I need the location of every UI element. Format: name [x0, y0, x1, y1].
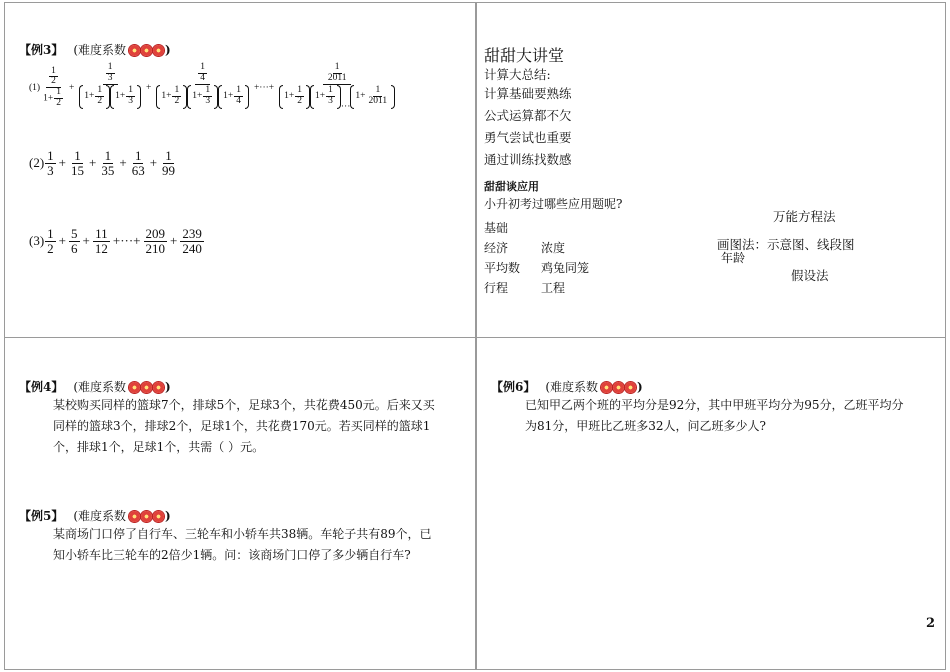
item-number: (1)	[29, 82, 41, 93]
term-3: $\frac{1}{4}$ 1+ $\frac{1}{2}$ 1+ $\frac{1}{3}$ 1+ $\frac{1}{4}$	[154, 63, 251, 113]
item-number: (3)	[29, 233, 45, 249]
example-4-text: 某校购买同样的篮球7个，排球5个，足球3个，共花费450元。后来又买 同样的篮球3个，排球2个，足球1个，共花费170元。若买同样的篮球1 个，排球1个，足球1个，共需（ ）元。	[53, 398, 435, 454]
topic-chicken-rabbit: 鸡兔同笼	[541, 261, 590, 275]
topic-travel: 行程	[484, 281, 509, 295]
term-last: $\frac{1}{2011}$ 1+ $\frac{1}{2}$ 1+ $\frac{1}{3}$ ··· 1+ $\frac{1}{2011}$	[277, 63, 397, 113]
example-5-text: 某商场门口停了自行车、三轮车和小轿车共38辆。车轮子共有89个，已 知小轿车比三轮车的2倍少1辆。问：该商场门口停了多少辆自行车?	[53, 527, 432, 562]
example-4-header: 【例4】 (难度系数 )	[19, 380, 171, 394]
expression-3: (3) $\frac{1}{2}$ + $\frac{5}{6}$ + $\frac{11}{12}$ +···+ $\frac{209}{210}$ + $\frac{239}{240}$	[29, 226, 202, 256]
lecture-title: 甜甜大讲堂	[484, 46, 565, 65]
topic-basic: 基础	[484, 221, 509, 235]
example-6-header: 【例6】 (难度系数 )	[491, 380, 643, 394]
apply-title: 甜甜谈应用	[484, 180, 539, 193]
difficulty-flowers-icon	[129, 382, 165, 396]
page-number: 2	[925, 616, 935, 631]
summary-line: 通过训练找数感	[484, 152, 572, 167]
method-drawing: 画图法：示意图、线段图	[717, 237, 855, 252]
example-3-panel	[4, 2, 476, 338]
summary-title: 计算大总结:	[484, 67, 551, 82]
item-number: (2)	[29, 155, 45, 171]
example-6-panel	[476, 337, 946, 670]
summary-line: 勇气尝试也重要	[484, 130, 572, 145]
expression-2: (2) $\frac{1}{3}$ + $\frac{1}{15}$ + $\frac{1}{35}$ + $\frac{1}{63}$ + $\frac{1}{99}$	[29, 148, 176, 178]
summary-line: 计算基础要熟练	[484, 86, 572, 101]
difficulty-label: (难度系数	[73, 43, 127, 57]
topic-age: 年龄	[721, 251, 746, 265]
expression-1: (1) $\frac{1}{2}$ 1+ $\frac{1}{2}$ + $\frac{1}{3}$ 1+ $\frac{1}{2}$ 1+ $\frac{1}{3}$ + $\frac{1}{4}$ 1+ $\frac{1}{2}$ 1+ $\frac{1}{3}$ 1+ $\frac{1}{4}$ +···+ $\frac{1}{2011}$ 1+ $\frac{1}{2}$ 1+ $\frac{1}{3}$ ··· 1+ $\frac{1}{2011}$	[29, 63, 398, 113]
lecture-panel	[476, 2, 946, 338]
example-6-text: 已知甲乙两个班的平均分是92分，其中甲班平均分为95分，乙班平均分 为81分，甲班比乙班多32人，问乙班多少人?	[525, 398, 904, 433]
example-3-header: 【例3】 (难度系数 )	[19, 43, 171, 57]
term-2: $\frac{1}{3}$ 1+ $\frac{1}{2}$ 1+ $\frac{1}{3}$	[77, 63, 143, 113]
method-assume: 假设法	[791, 268, 829, 283]
term-1: $\frac{1}{2}$ 1+ $\frac{1}{2}$	[43, 65, 61, 109]
topic-engineering: 工程	[541, 281, 566, 295]
difficulty-flowers-icon	[129, 45, 165, 59]
difficulty-flowers-icon	[601, 382, 637, 396]
difficulty-flowers-icon	[129, 511, 165, 525]
example-label: 【例3】	[19, 43, 64, 57]
example-4-5-panel	[4, 337, 476, 670]
method-equation: 万能方程法	[773, 209, 836, 224]
topic-average: 平均数	[484, 261, 521, 275]
example-5-header: 【例5】 (难度系数 )	[19, 509, 171, 523]
topic-economy: 经济	[484, 241, 509, 255]
apply-question: 小升初考过哪些应用题呢?	[484, 197, 623, 211]
topic-concentration: 浓度	[541, 241, 566, 255]
summary-line: 公式运算都不欠	[484, 108, 572, 123]
